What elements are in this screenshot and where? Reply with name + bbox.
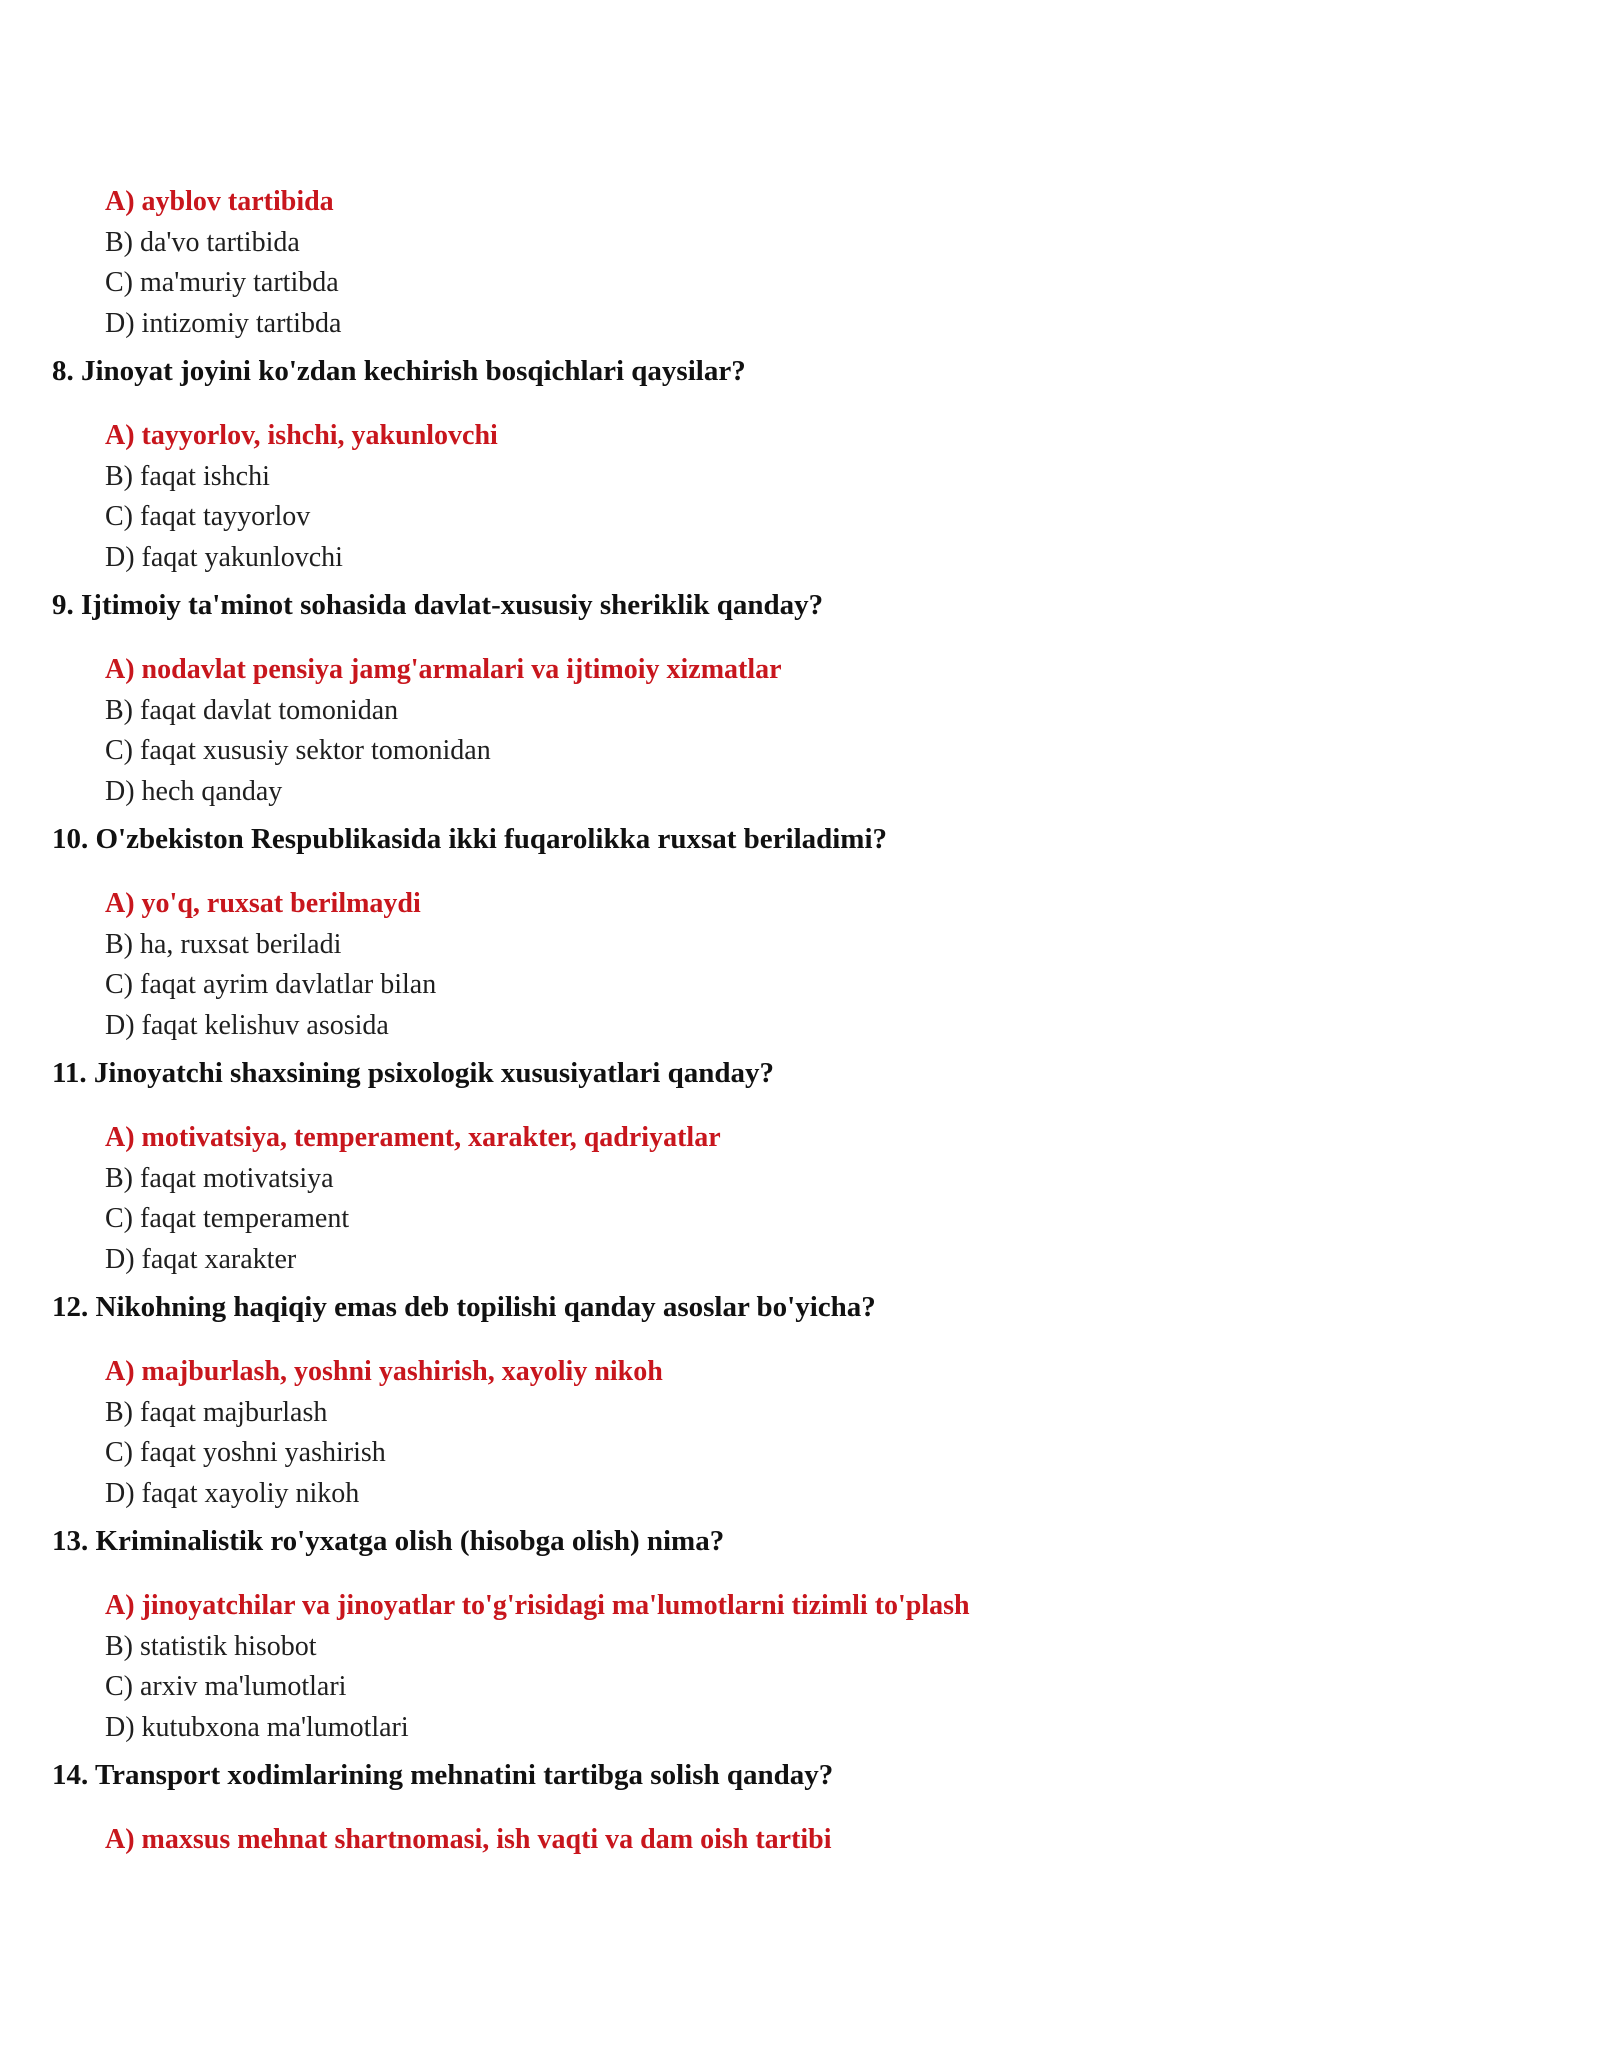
answer-option: B) faqat davlat tomonidan [105,694,399,726]
correct-answer-option: A) tayyorlov, ishchi, yakunlovchi [105,420,498,451]
answer-option: D) intizomiy tartibda [105,307,342,339]
answer-options-q11 [52,1118,1600,1280]
correct-answer-option: A) majburlash, yoshni yashirish, xayoliy nikoh [105,1356,663,1387]
question-title-12: 12. Nikohning haqiqiy emas deb topilishi qanday asoslar bo'yicha? [52,1291,876,1323]
answer-options-q8 [52,416,1600,578]
answer-options-q7 [52,182,1600,344]
question-title-8: 8. Jinoyat joyini ko'zdan kechirish bosqichlari qaysilar? [52,355,746,387]
question-title-10: 10. O'zbekiston Respublikasida ikki fuqarolikka ruxsat beriladimi? [52,823,888,855]
answer-options-q12 [52,1352,1600,1514]
answer-option: B) faqat ishchi [105,460,270,492]
question-title-11: 11. Jinoyatchi shaxsining psixologik xususiyatlari qanday? [52,1057,774,1089]
answer-option: B) faqat motivatsiya [105,1162,334,1194]
correct-answer-option: A) motivatsiya, temperament, xarakter, qadriyatlar [105,1122,721,1153]
answer-option: B) statistik hisobot [105,1630,317,1662]
question-title-14: 14. Transport xodimlarining mehnatini tartibga solish qanday? [52,1759,834,1791]
answer-option: D) faqat xarakter [105,1243,297,1275]
answer-option: D) faqat yakunlovchi [105,541,343,573]
correct-answer-option: A) nodavlat pensiya jamg'armalari va ijtimoiy xizmatlar [105,654,782,685]
answer-option: C) faqat ayrim davlatlar bilan [105,969,437,1000]
correct-answer-option: A) maxsus mehnat shartnomasi, ish vaqti va dam oish tartibi [105,1824,832,1855]
answer-option: D) kutubxona ma'lumotlari [105,1711,409,1743]
question-title-13: 13. Kriminalistik ro'yxatga olish (hisobga olish) nima? [52,1525,725,1557]
answer-option: D) hech qanday [105,775,283,807]
correct-answer-option: A) yo'q, ruxsat berilmaydi [105,888,421,919]
answer-option: B) ha, ruxsat beriladi [105,928,342,960]
correct-answer-option: A) jinoyatchilar va jinoyatlar to'g'risidagi ma'lumotlarni tizimli to'plash [105,1590,970,1621]
question-title-9: 9. Ijtimoiy ta'minot sohasida davlat-xususiy sheriklik qanday? [52,589,824,621]
answer-options-q14 [52,1820,1600,1861]
answer-options-q13 [52,1586,1600,1748]
answer-option: B) da'vo tartibida [105,226,300,258]
answer-option: C) ma'muriy tartibda [105,267,339,298]
answer-options-q9 [52,650,1600,812]
correct-answer-option: A) ayblov tartibida [105,186,334,217]
answer-options-q10 [52,884,1600,1046]
answer-option: C) faqat xususiy sektor tomonidan [105,735,491,766]
answer-option: C) faqat temperament [105,1203,350,1234]
answer-option: D) faqat xayoliy nikoh [105,1477,360,1509]
answer-option: C) arxiv ma'lumotlari [105,1671,347,1702]
answer-option: B) faqat majburlash [105,1396,328,1428]
answer-option: C) faqat tayyorlov [105,501,311,532]
answer-option: D) faqat kelishuv asosida [105,1009,389,1041]
answer-option: C) faqat yoshni yashirish [105,1437,386,1468]
